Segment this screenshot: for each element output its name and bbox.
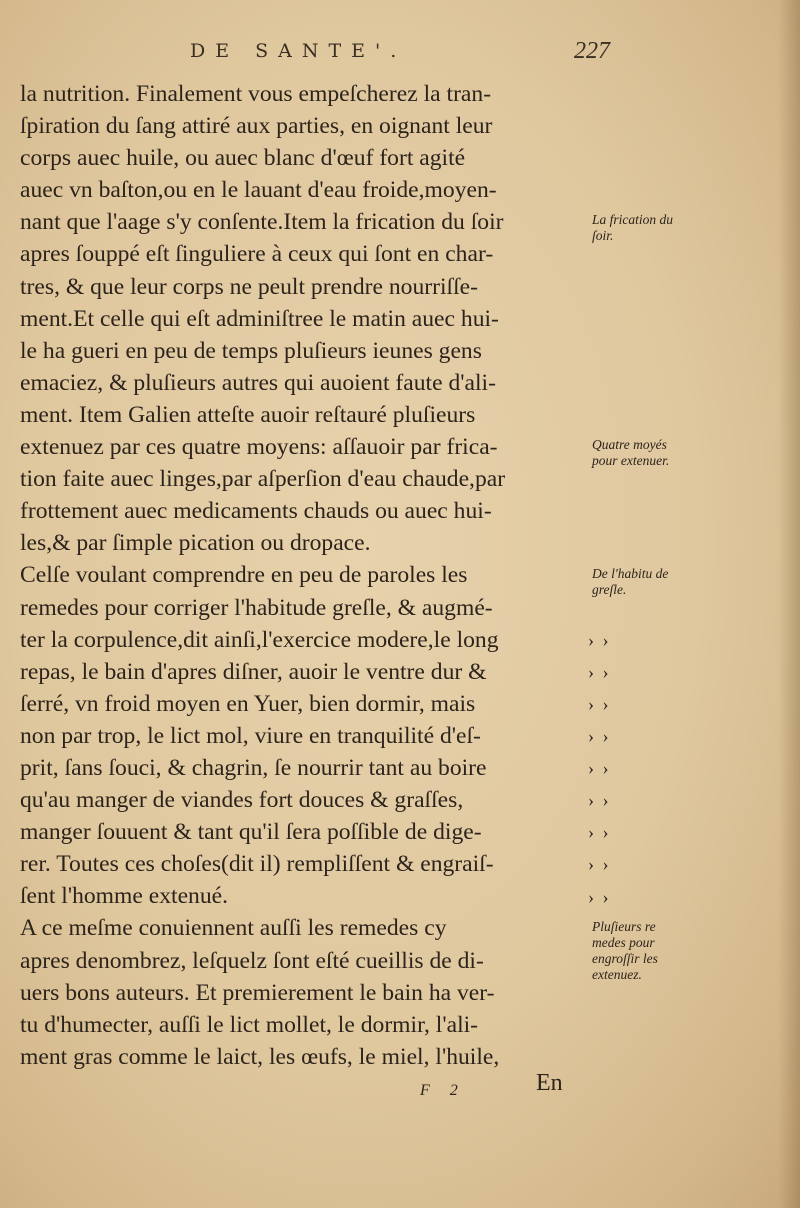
text-line-content: tres, & que leur corps ne peult prendre nourriſſe- [20,273,478,300]
text-line [20,559,580,591]
text-line-content: frottement auec medicaments chauds ou auec hui- [20,498,492,525]
ditto-mark: › › [588,758,611,779]
text-line [20,752,580,784]
text-line-content: tu d'humecter, auſſi le lict mollet, le dormir, l'ali- [20,1011,479,1038]
text-line [20,367,580,399]
ditto-mark: › › [588,790,611,811]
text-line [20,945,580,977]
text-line-content: manger ſouuent & tant qu'il ſera poſſible de dige- [20,819,482,846]
text-line-content: non par trop, le lict mol, viure en tranquilité d'eſ- [20,722,481,749]
marginal-note: Quatre moyés pour extenuer. [592,437,670,469]
text-line [20,495,580,527]
ditto-mark: › › [588,693,611,714]
running-head: DE SANTE'. [190,40,407,62]
text-line-content: qu'au manger de viandes fort douces & graſſes, [20,787,464,814]
text-line-content: A ce meſme conuiennent auſſi les remedes cy [20,915,447,942]
text-line [20,848,580,880]
text-line [20,1009,580,1041]
text-line-content: le ha gueri en peu de temps pluſieurs ieunes gens [20,337,482,364]
text-line-content: corps auec huile, ou auec blanc d'œuf fort agité [20,145,466,172]
text-line [20,1041,580,1073]
marginal-note: De l'habitu de greſle. [592,565,669,597]
text-line-content: ter la corpulence,dit ainſi,l'exercice modere,le long [20,626,499,653]
text-line-content: la nutrition. Finalement vous empeſcherez la tran- [20,81,492,107]
text-line-content: ment gras comme le laict, les œufs, le miel, l'huile, [20,1043,500,1070]
text-line [20,335,580,367]
text-line [20,592,580,624]
ditto-mark: › › [588,726,611,746]
text-line [20,431,580,463]
text-line [20,110,580,142]
text-line-content: les,& par ſimple pication ou dropace. [20,530,371,557]
catchword: En [536,1070,563,1096]
text-line [20,303,580,335]
text-line-content: ment.Et celle qui eſt adminiſtree le matin auec hui- [20,305,499,332]
text-line-content: nant que l'aage s'y conſente.Item la frication du ſoir [20,209,504,236]
text-line-content: extenuez par ces quatre moyens: aſſauoir par frica- [20,434,498,461]
text-line-content: ſerré, vn froid moyen en Yuer, bien dormir, mais [20,690,476,717]
main-text-block [20,78,580,1073]
text-line [20,720,580,752]
text-line-content: Celſe voulant comprendre en peu de paroles les [20,562,468,589]
signature-mark: F 2 [420,1082,466,1099]
page-number: 227 [574,38,610,64]
text-line [20,977,580,1009]
text-line [20,463,580,495]
text-line [20,527,580,559]
text-line [20,271,580,303]
ditto-mark: › › [588,822,611,843]
text-line [20,784,580,816]
ditto-mark: › › [588,661,611,682]
text-line [20,912,580,944]
text-line-content: ſpiration du ſang attiré aux parties, en oignant leur [20,113,493,140]
page-fold-shadow [778,0,800,1208]
text-line-content: repas, le bain d'apres diſner, auoir le ventre dur & [20,658,487,685]
text-line-content: uers bons auteurs. Et premierement le bain ha ver- [20,979,495,1006]
ditto-mark: › › [588,629,611,650]
text-line-content: apres ſouppé eſt ſinguliere à ceux qui ſont en char- [20,241,494,268]
text-line [20,688,580,720]
text-line-content: apres denombrez, leſquelz ſont eſté cueillis de di- [20,947,484,974]
text-line [20,174,580,206]
text-line [20,238,580,270]
text-line [20,399,580,431]
marginal-note: Pluſieurs re medes pour engroſſir les extenuez. [592,918,658,982]
text-line-content: rer. Toutes ces choſes(dit il) rempliſſent & engraiſ- [20,851,494,878]
text-line [20,206,580,238]
text-line [20,142,580,174]
text-line-content: remedes pour corriger l'habitude greſle, & augmé- [20,594,493,621]
text-line-content: auec vn baſton,ou en le lauant d'eau froide,moyen- [20,177,497,204]
text-line [20,78,580,110]
text-line-content: emaciez, & pluſieurs autres qui auoient faute d'ali- [20,369,496,396]
text-line-content: tion faite auec linges,par aſperſion d'eau chaude,par [20,466,506,493]
text-line-content: ment. Item Galien atteſte auoir reſtauré pluſieurs [20,401,476,428]
text-line [20,816,580,848]
ditto-mark: › › [588,854,611,875]
text-line [20,880,580,912]
text-line-content: ſent l'homme extenué. [20,883,229,910]
page-header [0,40,800,80]
text-line [20,656,580,688]
text-line [20,624,580,656]
text-line-content: prit, ſans ſouci, & chagrin, ſe nourrir tant au boire [20,754,487,781]
ditto-mark: › › [588,886,611,907]
marginal-note: La frication du ſoir. [592,212,674,244]
